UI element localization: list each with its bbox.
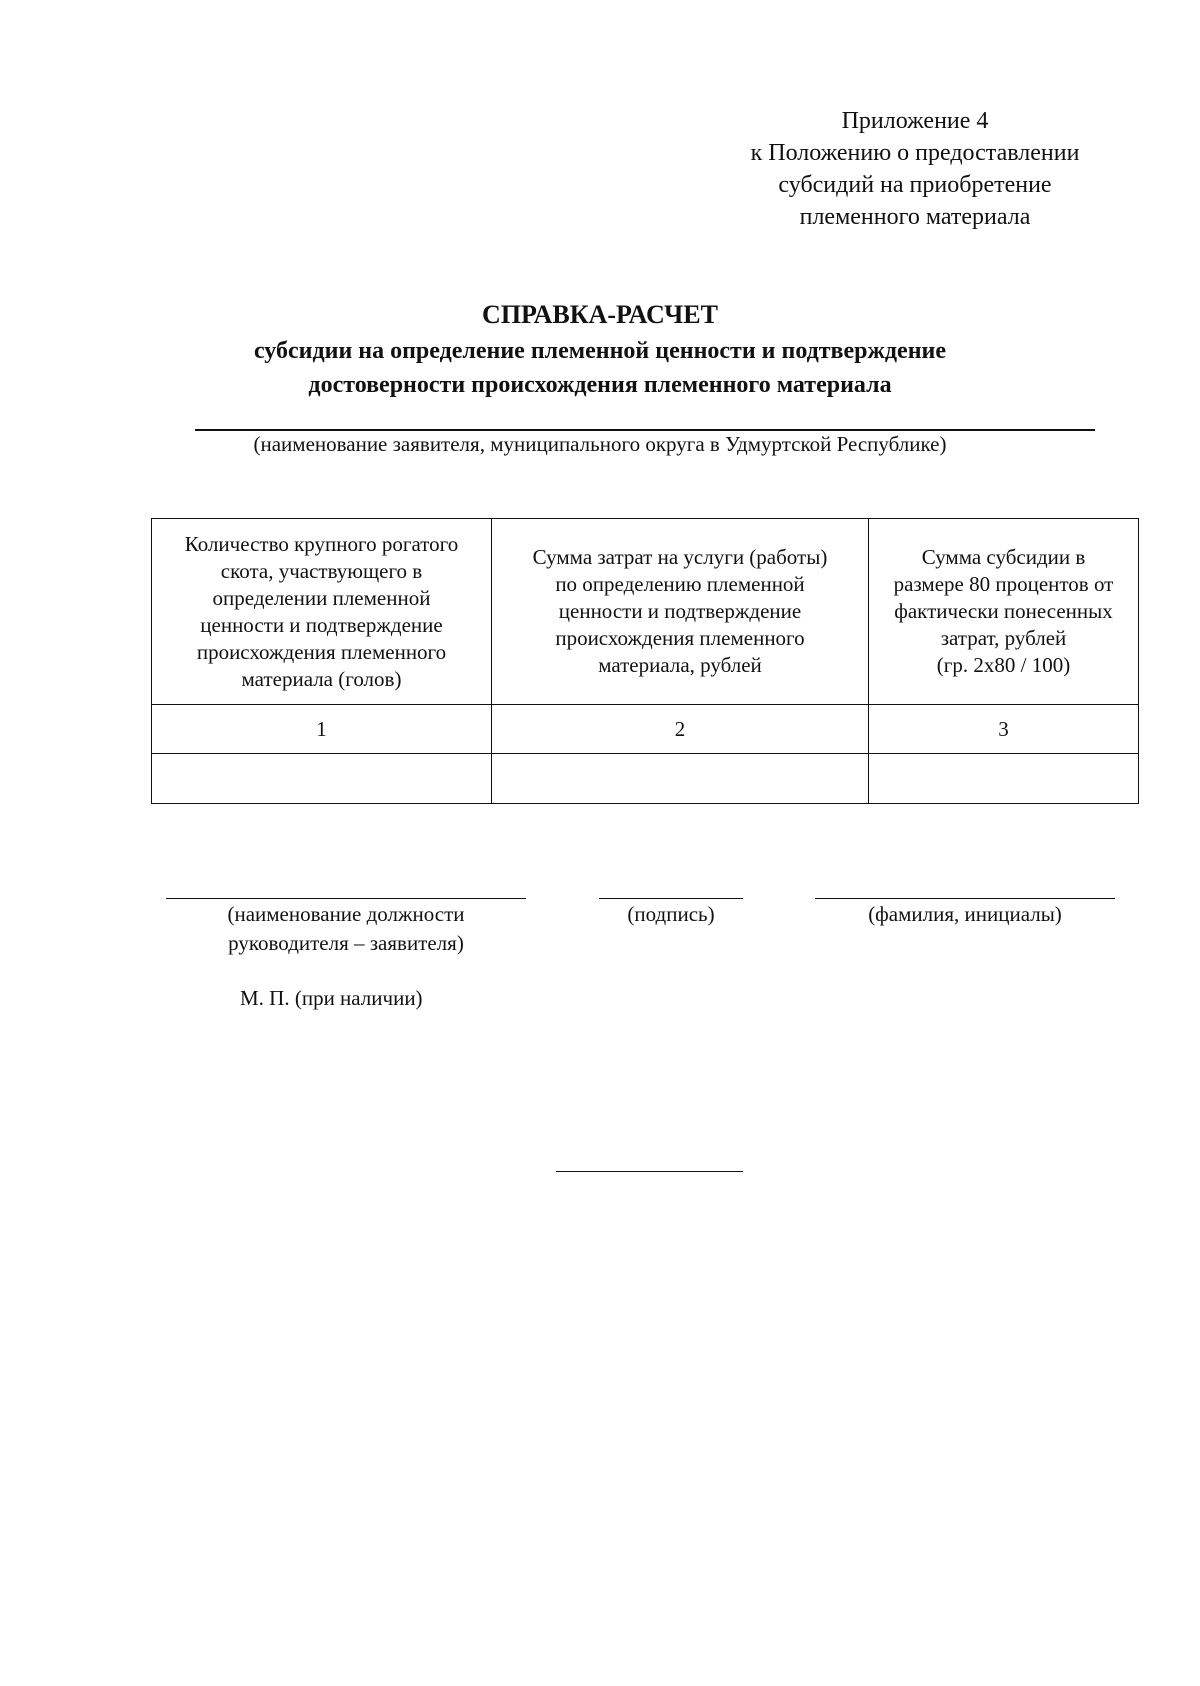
column-number: 2: [492, 705, 869, 754]
appendix-reference: [680, 105, 1150, 233]
table-row: [152, 754, 1139, 804]
data-cell-head-count[interactable]: [152, 754, 492, 804]
header-line: материала (голов): [241, 666, 402, 691]
column-number: 3: [869, 705, 1139, 754]
header-line: по определению племенной: [555, 572, 805, 596]
calculation-table: [151, 518, 1139, 804]
document-title: СПРАВКА-РАСЧЕТ: [482, 300, 718, 329]
header-line: происхождения племенного: [196, 639, 447, 664]
header-cell-head-count: [152, 519, 492, 705]
header-line: скота, участвующего в: [220, 558, 423, 583]
column-number-row: [152, 705, 1139, 754]
end-divider: [556, 1171, 743, 1172]
caption-line: (наименование должности: [227, 902, 465, 926]
appendix-line: к Положению о предоставлении: [750, 140, 1080, 166]
position-caption: [166, 900, 526, 958]
name-caption: (фамилия, инициалы): [868, 902, 1062, 926]
header-line: Сумма затрат на услуги (работы): [532, 545, 828, 569]
header-line: (гр. 2х80 / 100): [936, 653, 1071, 677]
name-signature-line[interactable]: [815, 898, 1115, 899]
signature-caption: (подпись): [627, 902, 715, 926]
appendix-line: субсидий на приобретение: [778, 172, 1052, 198]
header-line: происхождения племенного: [555, 626, 805, 650]
column-number: 1: [152, 705, 492, 754]
appendix-line: племенного материала: [799, 204, 1031, 230]
data-cell-subsidy[interactable]: [869, 754, 1139, 804]
header-line: ценности и подтверждение: [200, 612, 443, 637]
header-line: фактически понесенных: [894, 599, 1113, 623]
applicant-caption: (наименование заявителя, муниципального округа в Удмуртской Республике): [253, 432, 947, 456]
header-cell-subsidy: [869, 519, 1139, 705]
header-line: Количество крупного рогатого: [184, 531, 459, 556]
subtitle-line: субсидии на определение племенной ценности и подтверждение: [253, 338, 947, 364]
position-signature-line[interactable]: [166, 898, 526, 899]
appendix-line: Приложение 4: [841, 108, 989, 134]
header-line: ценности и подтверждение: [558, 599, 802, 623]
data-cell-costs[interactable]: [492, 754, 869, 804]
caption-line: руководителя – заявителя): [228, 931, 464, 955]
header-line: затрат, рублей: [940, 626, 1067, 650]
header-line: определении племенной: [212, 585, 431, 610]
subtitle-line: достоверности происхождения племенного материала: [308, 372, 892, 398]
signature-line[interactable]: [599, 898, 743, 899]
header-line: материала, рублей: [598, 653, 762, 677]
document-subtitle: [150, 334, 1050, 402]
header-line: Сумма субсидии в: [921, 545, 1086, 569]
header-cell-costs: [492, 519, 869, 705]
header-line: размере 80 процентов от: [893, 572, 1114, 596]
stamp-place: М. П. (при наличии): [240, 986, 423, 1010]
table-header-row: [152, 519, 1139, 705]
